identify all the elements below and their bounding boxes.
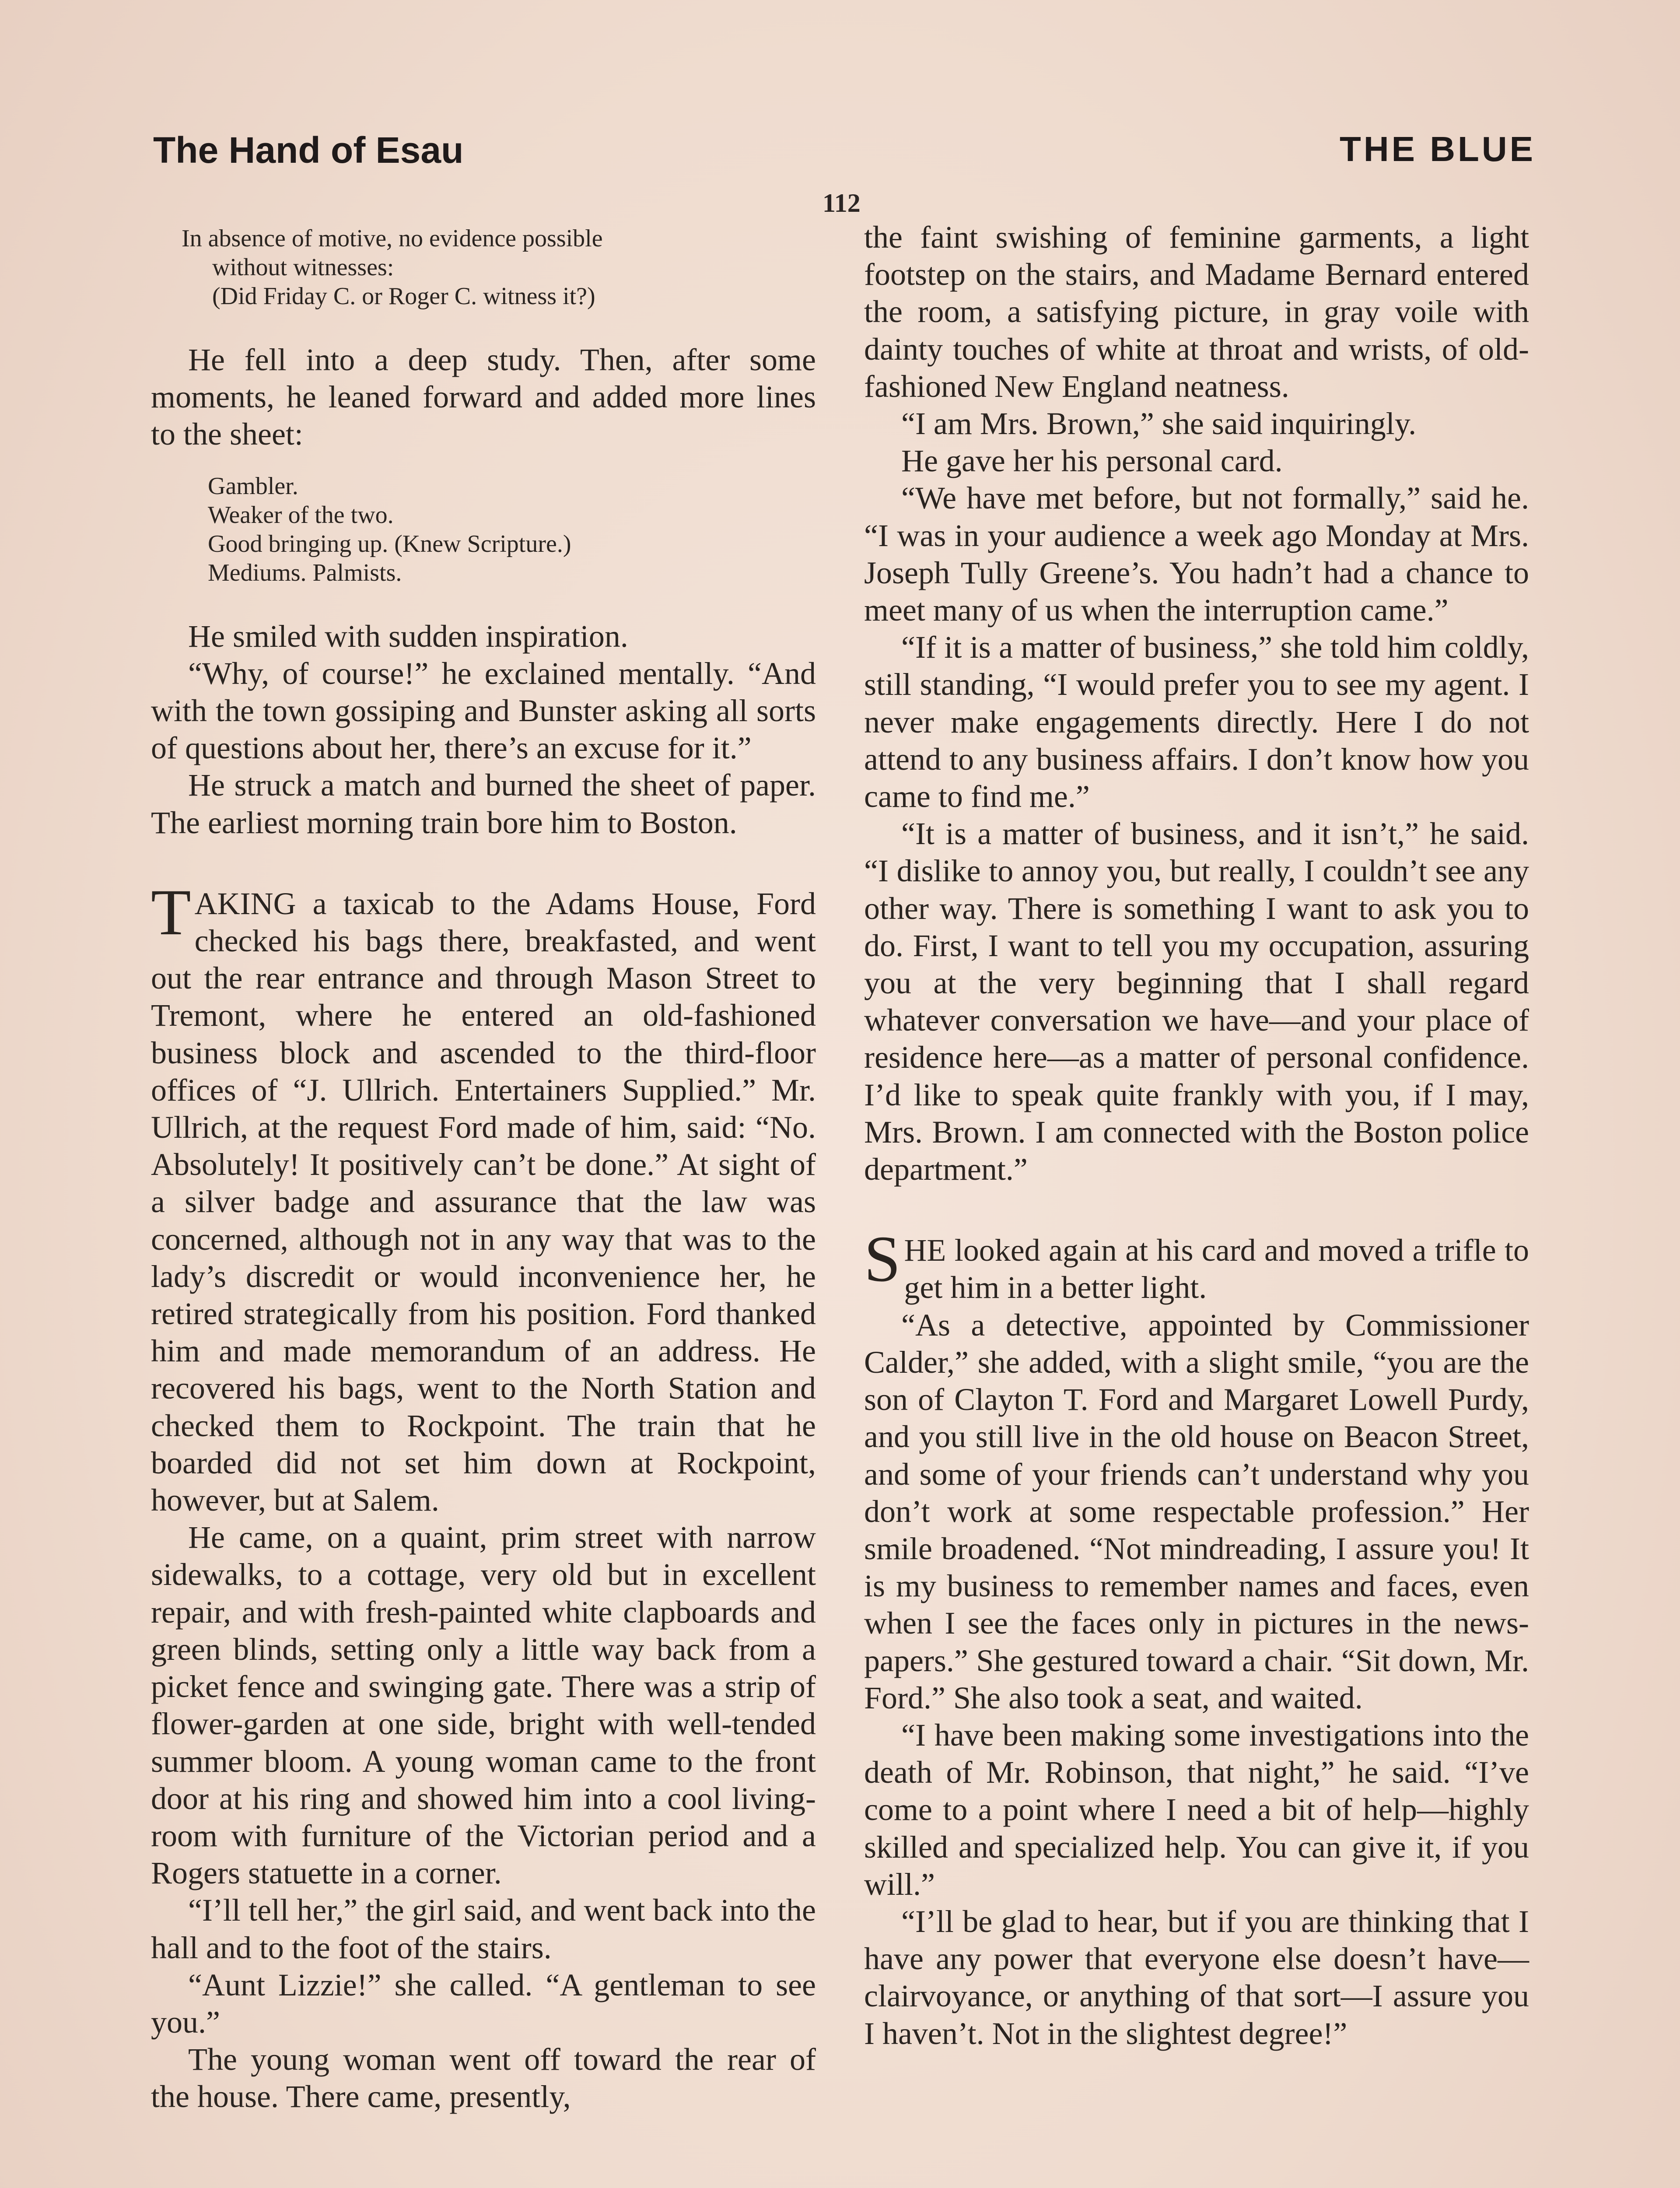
paragraph-text: HE looked again at his card and moved a trifle to get him in a better light.	[904, 1233, 1529, 1305]
paragraph: “I’ll tell her,” the girl said, and went back into the hall and to the foot of the stairs.	[151, 1893, 816, 1965]
note-line: without witnesses:	[212, 254, 394, 281]
note-line: Good bringing up. (Knew Scripture.)	[208, 530, 571, 558]
paragraph: He struck a match and burned the sheet of paper. The earliest morning train bore him to Boston.	[151, 768, 816, 840]
note-line: In absence of motive, no evidence possible	[182, 225, 603, 252]
right-column	[864, 219, 1529, 2052]
note-line: Gambler.	[208, 472, 298, 500]
left-column	[151, 219, 816, 2116]
paragraph: “We have met before, but not formally,” said he. “I was in your audience a week ago Monday at Mrs. Joseph Tully Greene’s. You hadn’t had a chance to meet many of us when the interruption came.”	[864, 480, 1529, 628]
section-opening-paragraph	[151, 876, 816, 1519]
paragraph: “If it is a matter of business,” she told him coldly, still standing, “I would prefer you to see my agent. I never make engagements directly. Here I do not attend to any business affairs. I don’t know how you came to find me.”	[864, 630, 1529, 814]
page-number: 112	[822, 189, 861, 217]
paragraph: The young woman went off toward the rear of the house. There came, presently,	[151, 2042, 816, 2114]
paragraph: He gave her his personal card.	[901, 443, 1283, 479]
note-line: (Did Friday C. or Roger C. witness it?)	[212, 283, 595, 310]
paragraph: He came, on a quaint, prim street with narrow sidewalks, to a cottage, very old but in excellent repair, and with fresh-painted white clapboards and green blinds, setting only a little way back from a picket fence and swinging gate. There was a strip of flower-garden at one side, bright with well-tended summer bloom. A young woman came to the front door at his ring and showed him into a cool living-room with furniture of the Victorian period and a Rogers statuette in a corner.	[151, 1520, 816, 1891]
paragraph: “It is a matter of business, and it isn’t,” he said. “I dislike to annoy you, but really, I couldn’t see any other way. There is something I want to ask you to do. First, I want to tell you my occupation, assuring you at the very beginning that I shall regard whatever conversation we have—and your place of residence here—as a matter of personal confidence. I’d like to speak quite frankly with you, if I may, Mrs. Brown. I am connected with the Boston police department.”	[864, 816, 1529, 1187]
section-opening-paragraph	[864, 1223, 1529, 1306]
paragraph: “I have been making some investigations into the death of Mr. Robinson, that night,” he said. “I’ve come to a point where I need a bit of help—highly skilled and specialized help. You can give it, if you will.”	[864, 1717, 1529, 1902]
running-head-magazine-title: THE BLUE	[1340, 130, 1536, 168]
paragraph: “As a detective, appointed by Commissioner Calder,” she added, with a slight smile, “you are the son of Clayton T. Ford and Margaret Lowell Purdy, and you still live in the old house on Beacon Street, and some of your friends can’t understand why you don’t work at some respectable profession.” Her smile broadened. “Not mindreading, I assure you! It is my business to remember names and faces, even when I see the faces only in pictures in the newspapers.” She gestured toward a chair. “Sit down, Mr. Ford.” She also took a seat, and waited.	[864, 1307, 1529, 1715]
paragraph: “Aunt Lizzie!” she called. “A gentleman to see you.”	[151, 1967, 816, 2040]
notes-block-motive	[182, 224, 816, 311]
drop-cap: T	[151, 876, 191, 949]
drop-cap: S	[864, 1223, 901, 1296]
paragraph: He smiled with sudden inspiration.	[188, 618, 628, 654]
paragraph: He fell into a deep study. Then, after some moments, he leaned forward and added more lines to the sheet:	[151, 342, 816, 452]
paragraph: “Why, of course!” he exclained mentally. “And with the town gossiping and Bunster asking all sorts of questions about her, there’s an excuse for it.”	[151, 656, 816, 766]
paragraph: “I’ll be glad to hear, but if you are thinking that I have any power that everyone else doesn’t have—clairvoyance, or anything of that sort—I assure you I haven’t. Not in the slightest degree!”	[864, 1904, 1529, 2051]
notes-block-traits	[208, 472, 816, 587]
note-line: Mediums. Palmists.	[208, 559, 402, 586]
paragraph: “I am Mrs. Brown,” she said inquiringly.	[901, 406, 1417, 442]
paragraph-text: AKING a taxicab to the Adams House, Ford checked his bags there, breakfasted, and went out the rear entrance and through Mason Street to Tremont, where he entered an old-fashioned business block and ascended to the third-floor offices of “J. Ullrich. Entertainers Supplied.” Mr. Ullrich, at the request Ford made of him, said: “No. Absolutely! It positively can’t be done.” At sight of a silver badge and assurance that the law was concerned, although not in any way that was to the lady’s discredit or would inconvenience her, he retired strategically from his position. Ford thanked him and made memorandum of an address. He recovered his bags, went to the North Station and checked them to Rockpoint. The train that he boarded did not set him down at Rockpoint, however, but at Salem.	[151, 886, 816, 1518]
note-line: Weaker of the two.	[208, 501, 394, 529]
paragraph: the faint swishing of feminine garments, a light footstep on the stairs, and Madame Bernard entered the room, a satisfying picture, in gray voile with dainty touches of white at throat and wrists, of old-fashioned New England neatness.	[864, 220, 1529, 404]
running-head-story-title: The Hand of Esau	[153, 130, 464, 171]
